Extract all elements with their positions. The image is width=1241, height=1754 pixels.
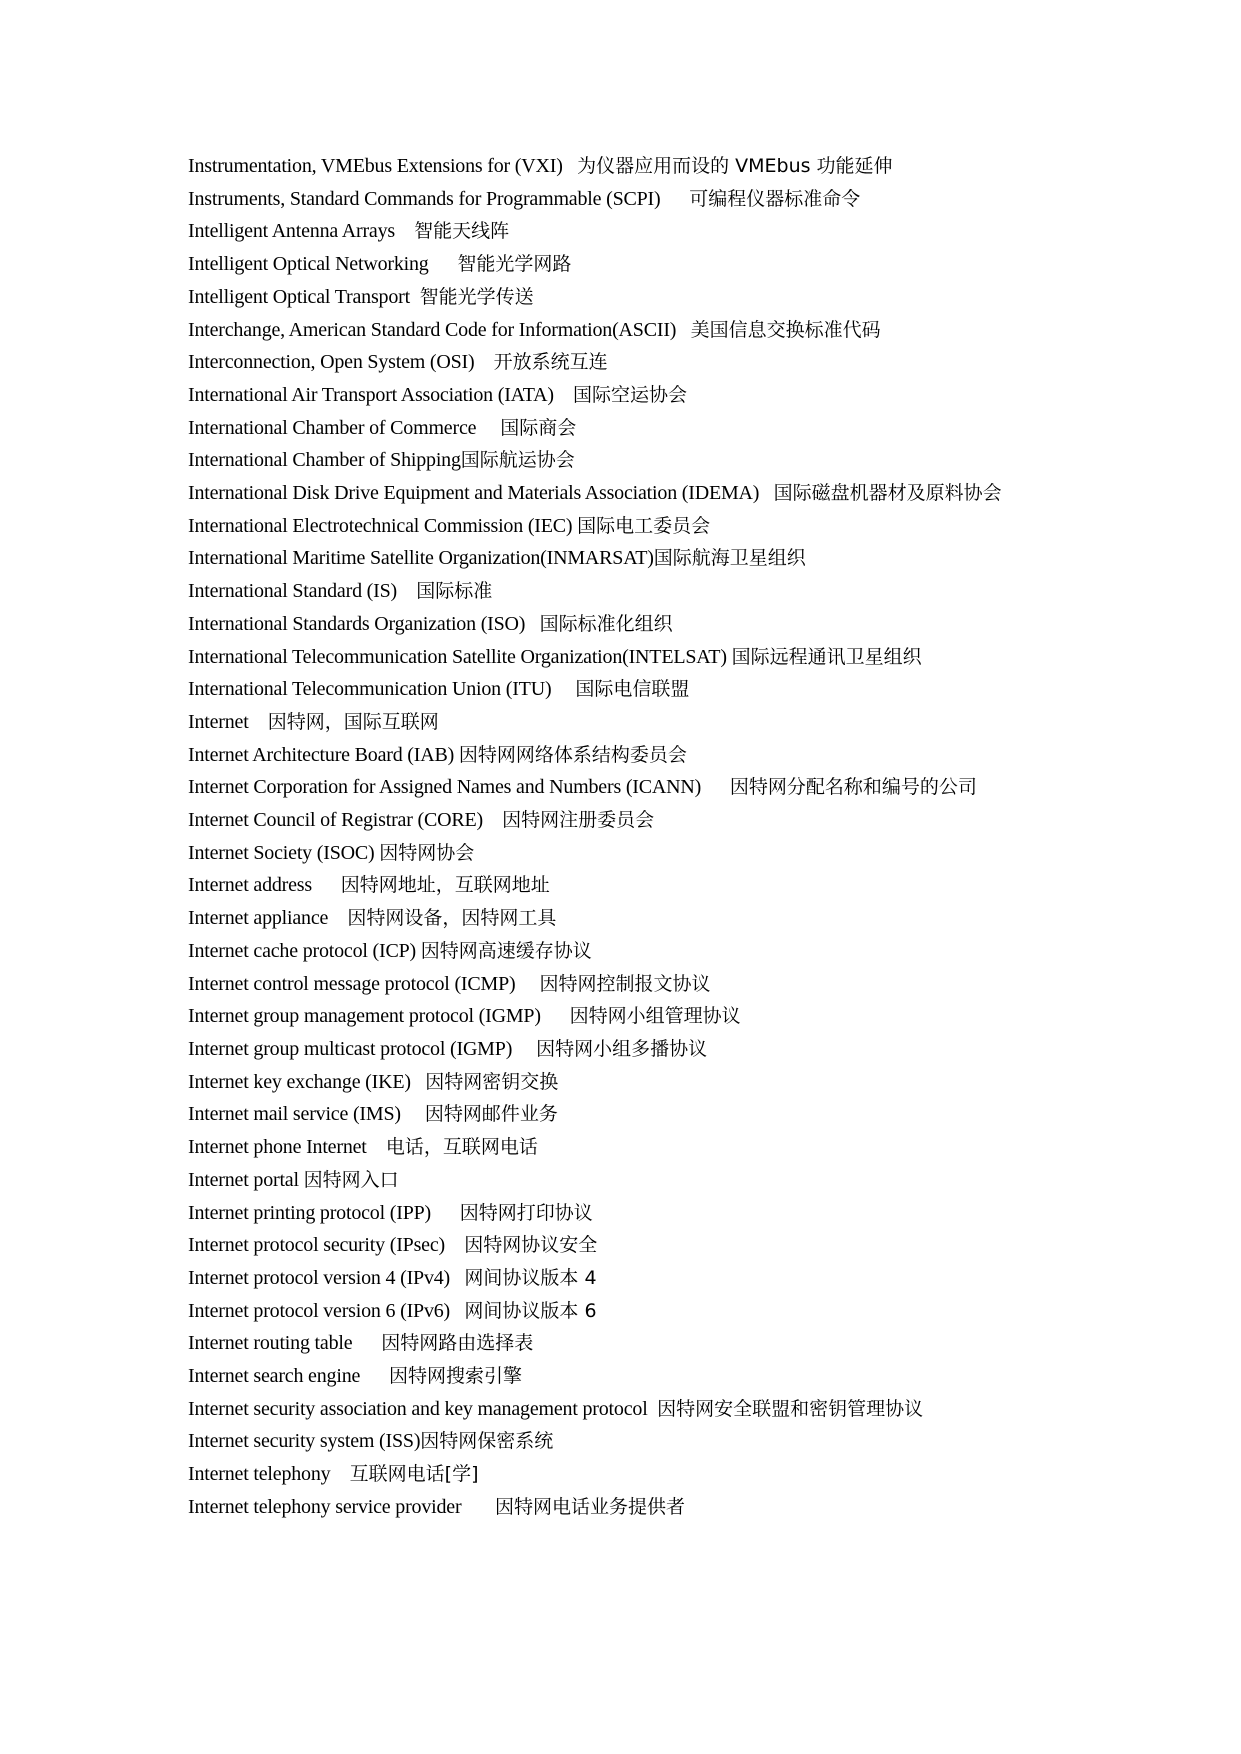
term-chinese: 国际标准 xyxy=(416,580,493,603)
glossary-entry xyxy=(188,1360,1058,1393)
glossary-entry xyxy=(188,1262,1058,1295)
term-english: Internet address xyxy=(188,874,341,897)
term-english: Internet mail service (IMS) xyxy=(188,1103,425,1126)
glossary-entry xyxy=(188,1491,1058,1524)
glossary-entry xyxy=(188,1131,1058,1164)
term-english: Internet group management protocol (IGMP) xyxy=(188,1005,570,1028)
glossary-entry xyxy=(188,968,1058,1001)
term-english: International Telecommunication Satellite Organization(INTELSAT) xyxy=(188,645,732,668)
term-english: Internet telephony service provider xyxy=(188,1495,496,1518)
glossary-entry xyxy=(188,477,1058,510)
term-english: Internet Society (ISOC) xyxy=(188,841,380,864)
glossary-entry xyxy=(188,1164,1058,1197)
glossary-entry xyxy=(188,1425,1058,1458)
term-chinese: 因特网协会 xyxy=(379,841,475,864)
glossary-entry xyxy=(188,673,1058,706)
term-chinese: 因特网电话业务提供者 xyxy=(495,1495,686,1518)
term-chinese: 国际航运协会 xyxy=(460,449,575,472)
term-english: International Standard (IS) xyxy=(188,580,417,603)
term-chinese: 国际航海卫星组织 xyxy=(653,547,806,570)
term-english: Instruments, Standard Commands for Programmable (SCPI) xyxy=(188,187,690,210)
term-chinese: 网间协议版本 4 xyxy=(464,1266,597,1289)
term-english: Intelligent Optical Transport xyxy=(188,285,420,308)
glossary-entry xyxy=(188,1098,1058,1131)
term-english: Internet control message protocol (ICMP) xyxy=(188,972,540,995)
term-chinese: 因特网地址，互联网地址 xyxy=(340,874,550,897)
term-english: Internet protocol version 6 (IPv6) xyxy=(188,1299,465,1322)
term-english: Internet group multicast protocol (IGMP) xyxy=(188,1037,537,1060)
glossary-entry xyxy=(188,314,1058,347)
glossary-entry xyxy=(188,1327,1058,1360)
glossary-entry xyxy=(188,1295,1058,1328)
term-english: Internet xyxy=(188,710,268,733)
term-english: Internet telephony xyxy=(188,1463,350,1486)
term-chinese: 因特网小组多播协议 xyxy=(536,1037,708,1060)
glossary-list xyxy=(188,150,1058,1524)
glossary-entry xyxy=(188,935,1058,968)
glossary-entry xyxy=(188,215,1058,248)
term-english: International Disk Drive Equipment and Materials Association (IDEMA) xyxy=(188,482,774,505)
term-chinese: 国际远程通讯卫星组织 xyxy=(731,645,922,668)
term-chinese: 因特网密钥交换 xyxy=(425,1070,559,1093)
term-english: Internet cache protocol (ICP) xyxy=(188,939,421,962)
glossary-entry xyxy=(188,281,1058,314)
glossary-entry xyxy=(188,1393,1058,1426)
term-english: Internet phone Internet xyxy=(188,1136,386,1159)
glossary-entry xyxy=(188,346,1058,379)
term-chinese: 可编程仪器标准命令 xyxy=(689,187,861,210)
term-english: Internet search engine xyxy=(188,1365,389,1388)
glossary-entry xyxy=(188,183,1058,216)
term-chinese: 智能天线阵 xyxy=(414,220,510,243)
term-english: Internet routing table xyxy=(188,1332,382,1355)
term-english: Internet appliance xyxy=(188,907,348,930)
term-chinese: 美国信息交换标准代码 xyxy=(690,318,881,341)
glossary-entry xyxy=(188,150,1058,183)
term-chinese: 因特网小组管理协议 xyxy=(569,1005,741,1028)
glossary-entry xyxy=(188,379,1058,412)
term-chinese: 国际空运协会 xyxy=(573,383,688,406)
term-english: Intelligent Optical Networking xyxy=(188,253,458,276)
glossary-entry xyxy=(188,608,1058,641)
term-english: Internet printing protocol (IPP) xyxy=(188,1201,460,1224)
term-chinese: 国际标准化组织 xyxy=(539,612,673,635)
glossary-entry xyxy=(188,1197,1058,1230)
term-english: International Telecommunication Union (ITU) xyxy=(188,678,576,701)
term-chinese: 智能光学传送 xyxy=(419,285,534,308)
term-chinese: 因特网保密系统 xyxy=(420,1430,554,1453)
term-chinese: 因特网高速缓存协议 xyxy=(420,939,592,962)
term-chinese: 因特网控制报文协议 xyxy=(539,972,711,995)
term-english: International Standards Organization (ISO) xyxy=(188,612,540,635)
term-chinese: 网间协议版本 6 xyxy=(464,1299,597,1322)
term-chinese: 电话，互联网电话 xyxy=(385,1136,538,1159)
term-english: Internet Architecture Board (IAB) xyxy=(188,743,459,766)
term-english: International Air Transport Association (IATA) xyxy=(188,383,574,406)
term-chinese: 国际电工委员会 xyxy=(577,514,711,537)
term-chinese: 因特网打印协议 xyxy=(459,1201,593,1224)
term-english: Internet Corporation for Assigned Names and Numbers (ICANN) xyxy=(188,776,730,799)
glossary-entry xyxy=(188,739,1058,772)
term-chinese: 因特网，国际互联网 xyxy=(267,710,439,733)
term-chinese: 因特网路由选择表 xyxy=(381,1332,534,1355)
term-chinese: 国际电信联盟 xyxy=(575,678,690,701)
glossary-entry xyxy=(188,542,1058,575)
glossary-entry xyxy=(188,412,1058,445)
term-english: International Chamber of Commerce xyxy=(188,416,501,439)
glossary-entry xyxy=(188,706,1058,739)
glossary-entry xyxy=(188,444,1058,477)
term-english: International Electrotechnical Commission (IEC) xyxy=(188,514,578,537)
glossary-entry xyxy=(188,575,1058,608)
term-chinese: 因特网安全联盟和密钥管理协议 xyxy=(657,1397,924,1420)
term-english: Intelligent Antenna Arrays xyxy=(188,220,415,243)
term-chinese: 因特网入口 xyxy=(303,1168,399,1191)
term-english: Internet protocol version 4 (IPv4) xyxy=(188,1266,465,1289)
term-english: Internet security system (ISS) xyxy=(188,1430,421,1453)
term-english: Internet key exchange (IKE) xyxy=(188,1070,426,1093)
term-chinese: 开放系统互连 xyxy=(493,351,608,374)
glossary-entry xyxy=(188,641,1058,674)
term-english: Internet portal xyxy=(188,1168,304,1191)
glossary-entry xyxy=(188,1458,1058,1491)
glossary-entry xyxy=(188,771,1058,804)
term-chinese: 因特网注册委员会 xyxy=(502,809,655,832)
term-english: Interchange, American Standard Code for Information(ASCII) xyxy=(188,318,691,341)
glossary-entry xyxy=(188,510,1058,543)
glossary-entry xyxy=(188,1066,1058,1099)
term-english: Internet Council of Registrar (CORE) xyxy=(188,809,503,832)
term-chinese: 因特网分配名称和编号的公司 xyxy=(729,776,977,799)
glossary-entry xyxy=(188,1229,1058,1262)
glossary-entry xyxy=(188,1000,1058,1033)
term-english: International Maritime Satellite Organization(INMARSAT) xyxy=(188,547,654,570)
term-english: Internet security association and key management protocol xyxy=(188,1397,658,1420)
term-english: Instrumentation, VMEbus Extensions for (VXI) xyxy=(188,155,578,177)
term-chinese: 为仪器应用而设的 VMEbus 功能延伸 xyxy=(577,155,893,177)
glossary-entry xyxy=(188,869,1058,902)
glossary-entry xyxy=(188,837,1058,870)
term-chinese: 互联网电话[学] xyxy=(349,1463,479,1486)
term-chinese: 因特网搜索引擎 xyxy=(388,1365,522,1388)
term-chinese: 智能光学网路 xyxy=(457,253,572,276)
term-chinese: 国际磁盘机器材及原料协会 xyxy=(773,482,1002,505)
glossary-entry xyxy=(188,1033,1058,1066)
glossary-entry xyxy=(188,248,1058,281)
term-chinese: 因特网协议安全 xyxy=(464,1234,598,1257)
glossary-entry xyxy=(188,804,1058,837)
term-chinese: 因特网邮件业务 xyxy=(424,1103,558,1126)
term-english: International Chamber of Shipping xyxy=(188,449,461,472)
glossary-entry xyxy=(188,902,1058,935)
term-chinese: 因特网设备，因特网工具 xyxy=(347,907,557,930)
term-english: Internet protocol security (IPsec) xyxy=(188,1234,465,1257)
term-english: Interconnection, Open System (OSI) xyxy=(188,351,494,374)
term-chinese: 因特网网络体系结构委员会 xyxy=(458,743,687,766)
term-chinese: 国际商会 xyxy=(500,416,577,439)
